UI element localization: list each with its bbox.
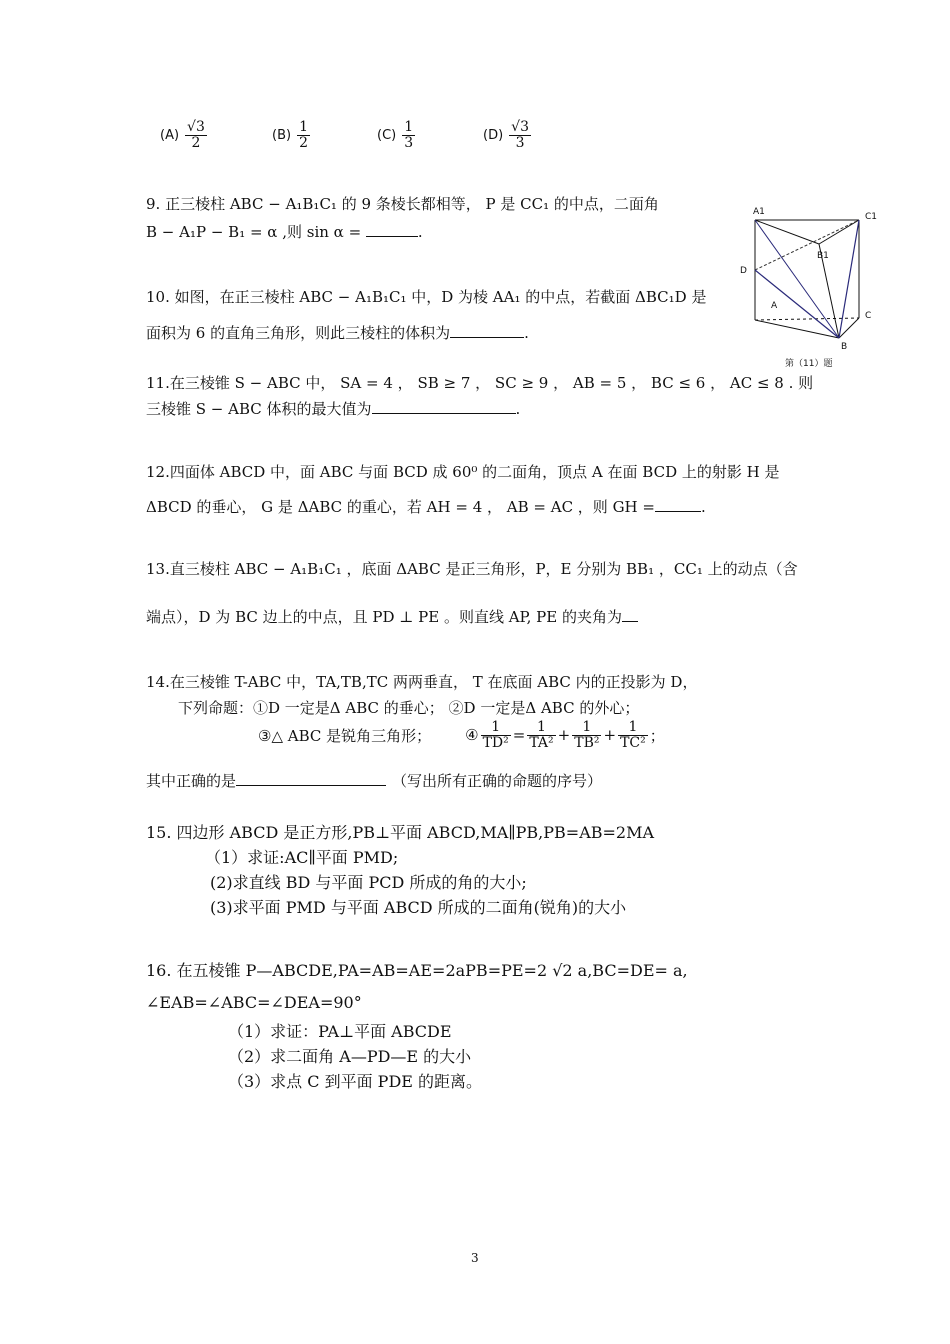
label-a1: A1 [753,207,765,217]
option-a-fraction [185,120,207,150]
option-c [377,120,417,150]
option-b-fraction [297,120,310,150]
q16-line2: ∠EAB=∠ABC=∠DEA=90° [146,993,362,1012]
q15-line2: （1）求证:AC∥平面 PMD; [205,848,399,867]
q15-line4: (3)求平面 PMD 与平面 ABCD 所成的二面角(锐角)的大小 [210,898,627,917]
option-a-den: 2 [191,134,201,151]
option-d [483,120,533,150]
option-d-den: 3 [515,134,525,151]
q16-line5: （3）求点 C 到平面 PDE 的距离。 [228,1072,483,1091]
q13-line2 [146,606,638,627]
label-c1: C1 [865,212,878,222]
option-c-fraction [402,120,415,150]
option-b-den: 2 [299,134,308,151]
edge-a-b [755,320,839,338]
figure-caption: 第（11）题 [785,359,833,369]
frac-ta-num: 1 [527,720,555,736]
frac-ta-den: TA² [529,734,554,751]
q14-plus-2: + [603,726,617,745]
q14-line1: 14.在三棱锥 T-ABC 中，TA,TB,TC 两两垂直， T 在底面 ABC 内的正投影为 D， [146,673,698,691]
label-a: A [771,301,778,311]
frac-td-num: 1 [481,720,511,736]
frac-tc-num: 1 [618,720,648,736]
q13-line1: 13.直三棱柱 ABC − A₁B₁C₁ ，底面 ΔABC 是正三角形，P，E 分别为 BB₁ ，CC₁ 上的动点（含 [146,560,798,578]
edge-b1-c1 [819,220,859,244]
label-b1: B1 [817,251,829,261]
q15-line3: (2)求直线 BD 与平面 PCD 所成的角的大小; [210,873,527,892]
q14-frac-tc [618,720,648,750]
option-d-label: (D) [483,127,504,143]
q10-answer-blank [450,323,524,338]
frac-td-den: TD² [482,734,509,751]
q11-line2 [146,398,520,419]
q14-prop3: ③△ ABC 是锐角三角形； [258,726,432,745]
option-c-den: 3 [404,134,414,151]
q14-eq: = [512,726,526,745]
option-b-num: 1 [299,119,308,135]
frac-tb-num: 1 [572,720,601,736]
q11-answer-blank [372,399,516,414]
q12-line2-text: ΔBCD 的垂心， G 是 ΔABC 的重心，若 AH = 4 ， AB = AC ，则 GH = [146,498,655,516]
q14-frac-td [481,720,511,750]
q12-line1: 12.四面体 ABCD 中，面 ABC 与面 BCD 成 60⁰ 的二面角，顶点 A 在面 BCD 上的射影 H 是 [146,463,780,481]
q11-line2-text: 三棱锥 S − ABC 体积的最大值为 [146,400,372,418]
q10-line1: 10. 如图，在正三棱柱 ABC − A₁B₁C₁ 中，D 为棱 AA₁ 的中点，若截面 ΔBC₁D 是 [146,288,707,306]
q10-line2 [146,322,529,343]
option-c-label: (C) [377,127,397,143]
q14-line4 [146,770,602,791]
q10-period: . [524,324,529,342]
q16-line3: （1）求证：PA⊥平面 ABCDE [228,1022,452,1041]
q9-line2-text: B − A₁P − B₁ = α ,则 sin α = [146,223,362,241]
q10-line2-text: 面积为 6 的直角三角形，则此三棱柱的体积为 [146,324,451,342]
q13-line2-text: 端点），D 为 BC 边上的中点，且 PD ⊥ PE 。则直线 AP, PE 的夹角为 [146,608,622,626]
option-d-fraction [509,120,531,150]
frac-tc-den: TC² [620,734,646,751]
option-d-num: √3 [511,119,529,135]
q14-answer-blank [236,771,386,786]
option-a [160,120,209,150]
edge-d-c1 [755,220,859,270]
q15-line1: 15. 四边形 ABCD 是正方形,PB⊥平面 ABCD,MA∥PB,PB=AB=2MA [146,823,655,842]
q14-line4-note: （写出所有正确的命题的序号） [392,772,603,790]
q11-period: . [515,400,521,418]
q9-period: . [417,223,423,241]
q11-line1: 11.在三棱锥 S − ABC 中， SA = 4 ， SB ≥ 7 ， SC ≥ 9 ， AB = 5 ， BC ≤ 6 ， AC ≤ 8 . 则 [146,374,814,392]
option-a-label: (A) [160,127,180,143]
label-c: C [865,311,872,321]
page-number: 3 [471,1251,479,1265]
q14-frac-tb [572,720,601,750]
q14-line2: 下列命题：①D 一定是Δ ABC 的垂心； ②D 一定是Δ ABC 的外心； [178,699,640,717]
q16-line1: 16. 在五棱锥 P—ABCDE,PA=AB=AE=2aPB=PE=2 √2 a,BC=DE= a, [146,961,688,980]
label-d: D [740,266,747,276]
q14-line4-text: 其中正确的是 [146,772,237,790]
frac-tb-den: TB² [574,734,600,751]
option-b [272,120,312,150]
q14-prop4-marker: ④ [465,726,479,745]
q16-line4: （2）求二面角 A—PD—E 的大小 [228,1047,472,1066]
q9-answer-blank [366,222,418,237]
label-b: B [841,342,848,352]
edge-a-c [755,318,859,320]
q12-period: . [700,498,706,516]
q13-answer-blank [622,607,638,622]
q9-line1: 9. 正三棱柱 ABC − A₁B₁C₁ 的 9 条棱长都相等， P 是 CC₁ 的中点，二面角 [146,195,659,213]
q12-answer-blank [655,497,701,512]
option-a-num: √3 [187,119,205,135]
q14-semicolon: ； [649,726,665,745]
prism-figure [735,200,885,375]
q12-line2 [146,496,706,517]
option-b-label: (B) [272,127,292,143]
edge-a1-b1 [755,220,819,244]
q14-plus-1: + [557,726,571,745]
option-c-num: 1 [404,119,414,135]
q14-frac-ta [527,720,555,750]
q9-line2 [146,221,423,242]
q14-line3 [258,720,665,750]
